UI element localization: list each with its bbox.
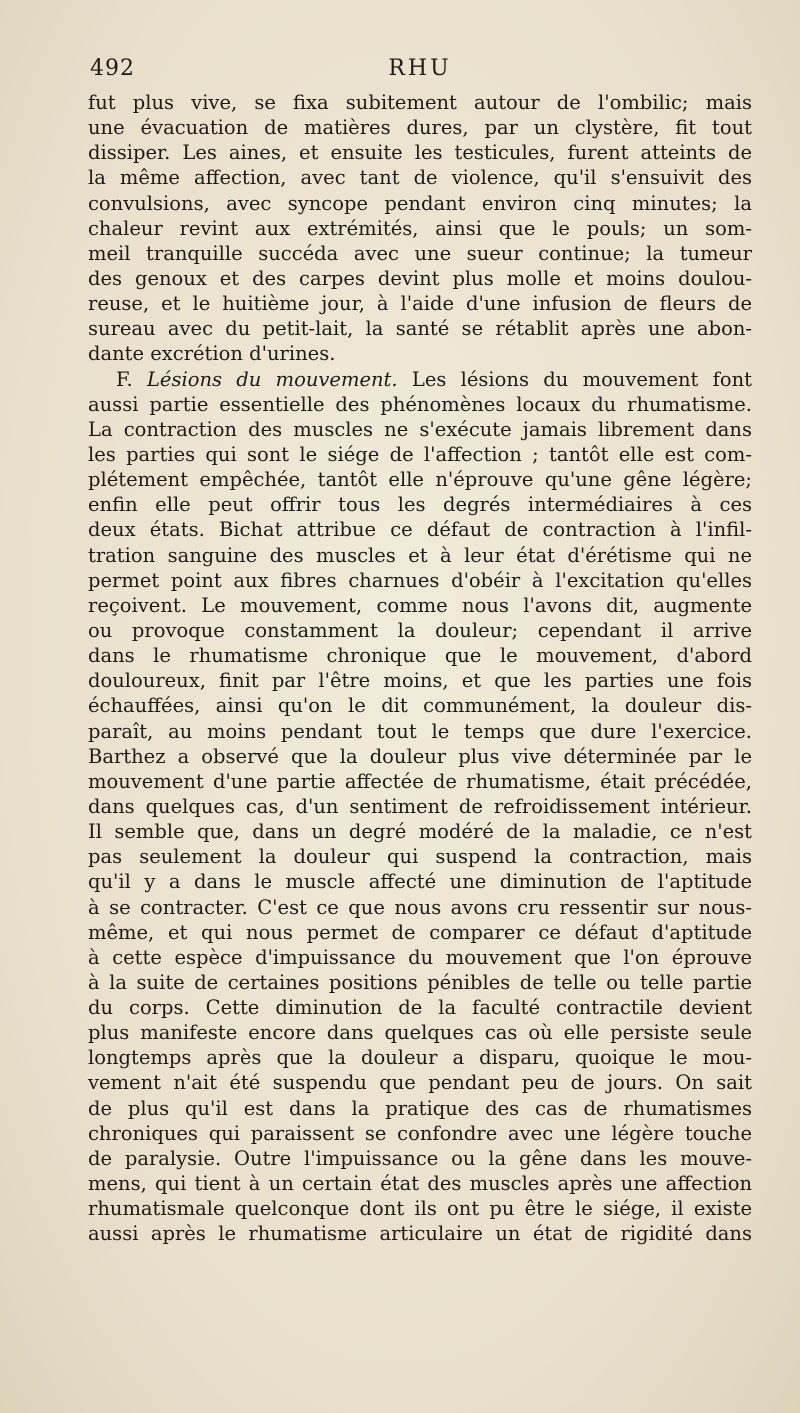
- text-line: reçoivent. Le mouvement, comme nous l'avons dit, augmente: [88, 593, 752, 617]
- paragraph-lesions-du-mouvement: [88, 367, 752, 1247]
- text-line: vement n'ait été suspendu que pendant peu de jours. On sait: [88, 1071, 752, 1095]
- text-line: plétement empêchée, tantôt elle n'éprouve qu'une gêne légère;: [88, 468, 752, 492]
- text-line: chroniques qui paraissent se confondre avec une légère touche: [88, 1121, 752, 1145]
- section-title: Lésions du mouvement.: [146, 367, 398, 391]
- text-line: les parties qui sont le siége de l'affection ; tantôt elle est com-: [88, 442, 752, 466]
- text-line: enfin elle peut offrir tous les degrés intermédiaires à ces: [88, 493, 752, 517]
- text-line: sureau avec du petit-lait, la santé se rétablit après une abon-: [88, 317, 752, 341]
- running-head: RHU: [388, 56, 452, 81]
- heading-line-text: Les lésions du mouvement font: [411, 367, 752, 391]
- page-body: [88, 90, 752, 1246]
- text-line: même, et qui nous permet de comparer ce défaut d'aptitude: [88, 920, 752, 944]
- paragraph-lines: [88, 392, 752, 1247]
- page-header: [90, 56, 750, 86]
- text-line: à cette espèce d'impuissance du mouvement que l'on éprouve: [88, 945, 752, 969]
- text-line: meil tranquille succéda avec une sueur continue; la tumeur: [88, 241, 752, 265]
- text-line: douloureux, finit par l'être moins, et que les parties une fois: [88, 669, 752, 693]
- page-number: 492: [90, 56, 135, 81]
- text-line: fut plus vive, se fixa subitement autour de l'ombilic; mais: [88, 91, 752, 114]
- text-line: dans quelques cas, d'un sentiment de refroidissement intérieur.: [88, 794, 752, 818]
- text-line: à se contracter. C'est ce que nous avons cru ressentir sur nous-: [88, 895, 752, 919]
- text-line: chaleur revint aux extrémités, ainsi que le pouls; un som-: [88, 216, 752, 240]
- text-line: La contraction des muscles ne s'exécute jamais librement dans: [88, 417, 752, 441]
- text-line: Il semble que, dans un degré modéré de la maladie, ce n'est: [88, 820, 752, 844]
- text-line: qu'il y a dans le muscle affecté une diminution de l'aptitude: [88, 870, 752, 894]
- text-line: mouvement d'une partie affectée de rhumatisme, était précédée,: [88, 769, 752, 793]
- text-line: à la suite de certaines positions pénibles de telle ou telle partie: [88, 970, 752, 994]
- text-line: plus manifeste encore dans quelques cas où elle persiste seule: [88, 1021, 752, 1045]
- text-line: la même affection, avec tant de violence, qu'il s'ensuivit des: [88, 166, 752, 190]
- text-line: du corps. Cette diminution de la faculté contractile devient: [88, 996, 752, 1020]
- text-line: échauffées, ainsi qu'on le dit communément, la douleur dis-: [88, 694, 752, 718]
- text-line: ou provoque constamment la douleur; cependant il arrive: [88, 618, 752, 642]
- text-line: de plus qu'il est dans la pratique des cas de rhumatismes: [88, 1096, 752, 1120]
- text-line: dans le rhumatisme chronique que le mouvement, d'abord: [88, 644, 752, 668]
- text-line: rhumatismale quelconque dont ils ont pu être le siége, il existe: [88, 1197, 752, 1221]
- text-line: permet point aux fibres charnues d'obéir à l'excitation qu'elles: [88, 568, 752, 592]
- text-line: dante excrétion d'urines.: [88, 342, 336, 366]
- text-line: aussi partie essentielle des phénomènes locaux du rhumatisme.: [88, 392, 752, 416]
- text-line: pas seulement la douleur qui suspend la contraction, mais: [88, 845, 752, 869]
- text-line: deux états. Bichat attribue ce défaut de contraction à l'infil-: [88, 518, 752, 542]
- text-line: une évacuation de matières dures, par un clystère, fit tout: [88, 116, 752, 140]
- text-line: de paralysie. Outre l'impuissance ou la gêne dans les mouve-: [88, 1146, 752, 1170]
- text-line: Barthez a observé que la douleur plus vive déterminée par le: [88, 744, 752, 768]
- text-line: dissiper. Les aines, et ensuite les testicules, furent atteints de: [88, 141, 752, 165]
- text-line: longtemps après que la douleur a disparu, quoique le mou-: [88, 1046, 752, 1070]
- text-line: des genoux et des carpes devint plus molle et moins doulou-: [88, 266, 752, 290]
- text-line: reuse, et le huitième jour, à l'aide d'une infusion de fleurs de: [88, 292, 752, 316]
- text-line: mens, qui tient à un certain état des muscles après une affection: [88, 1172, 752, 1196]
- text-line: aussi après le rhumatisme articulaire un état de rigidité dans: [88, 1222, 752, 1246]
- section-heading-line: [88, 367, 752, 392]
- text-line: convulsions, avec syncope pendant environ cinq minutes; la: [88, 191, 752, 215]
- section-label: F.: [116, 367, 133, 391]
- text-line: tration sanguine des muscles et à leur état d'érétisme qui ne: [88, 543, 752, 567]
- paragraph-case-report: [88, 90, 752, 367]
- text-line: paraît, au moins pendant tout le temps que dure l'exercice.: [88, 719, 752, 743]
